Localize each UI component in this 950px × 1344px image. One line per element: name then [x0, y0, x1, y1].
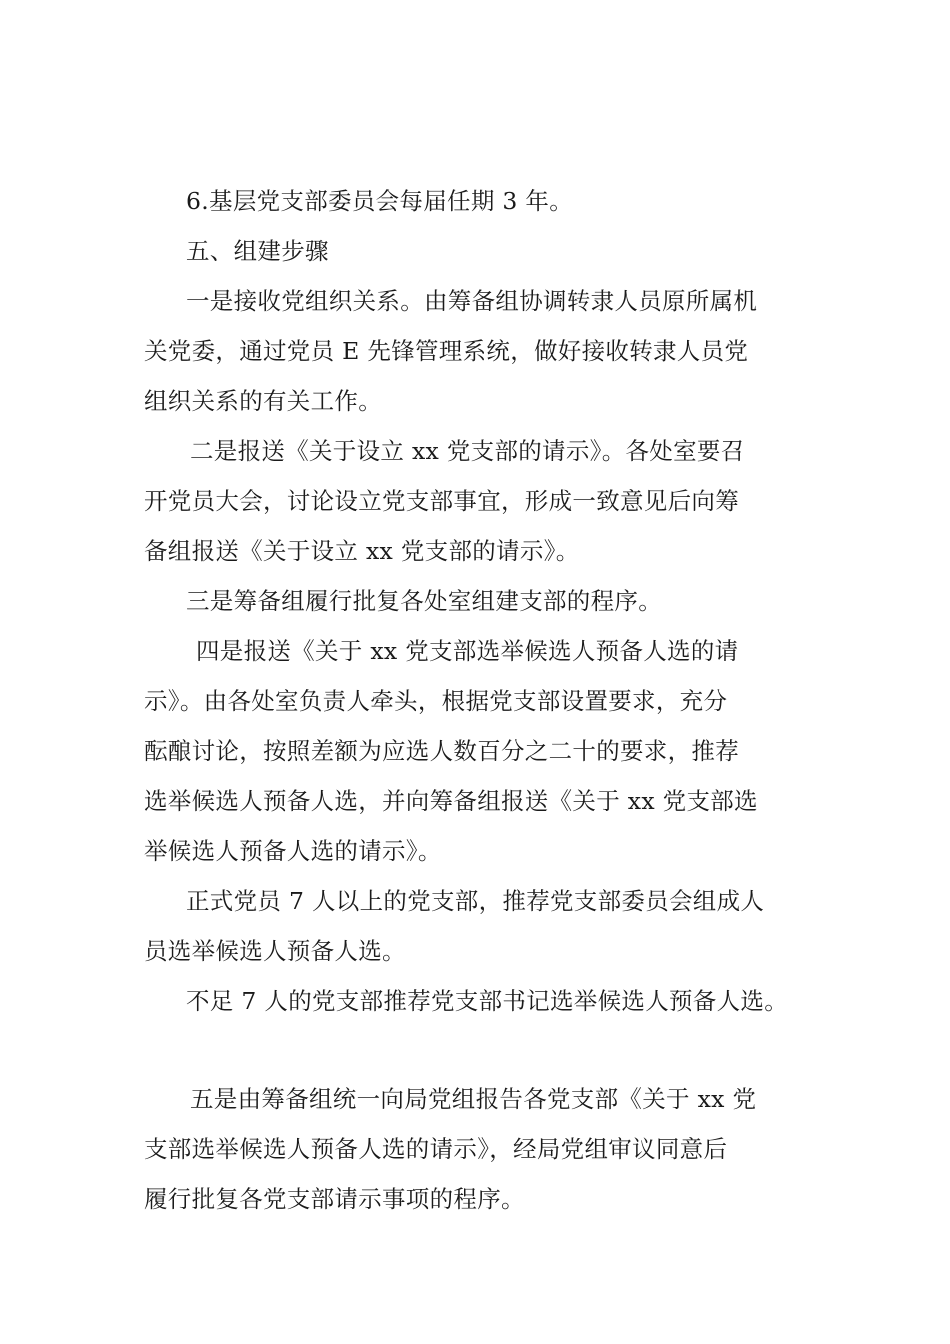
- step-one-line-2: 关党委，通过党员 E 先锋管理系统，做好接收转隶人员党: [144, 337, 749, 365]
- full-members-line-2: 员选举候选人预备人选。: [144, 937, 406, 965]
- step-two-line-1: 二是报送《关于设立 xx 党支部的请示》。各处室要召: [190, 437, 745, 465]
- step-four-line-4: 选举候选人预备人选，并向筹备组报送《关于 xx 党支部选: [144, 787, 758, 815]
- section-heading-steps: 五、组建步骤: [186, 237, 329, 265]
- step-four-line-1: 四是报送《关于 xx 党支部选举候选人预备人选的请: [196, 637, 739, 665]
- step-two-line-2: 开党员大会，讨论设立党支部事宜，形成一致意见后向筹: [144, 487, 739, 515]
- step-five-line-2: 支部选举候选人预备人选的请示》，经局党组审议同意后: [144, 1135, 728, 1163]
- step-three-line: 三是筹备组履行批复各处室组建支部的程序。: [186, 587, 662, 615]
- step-four-line-2: 示》。由各处室负责人牵头，根据党支部设置要求，充分: [144, 687, 728, 715]
- step-two-line-3: 备组报送《关于设立 xx 党支部的请示》。: [144, 537, 580, 565]
- step-one-line-1: 一是接收党组织关系。由筹备组协调转隶人员原所属机: [186, 287, 758, 315]
- step-four-line-5: 举候选人预备人选的请示》。: [144, 837, 442, 865]
- step-one-line-3: 组织关系的有关工作。: [144, 387, 382, 415]
- fewer-members-line: 不足 7 人的党支部推荐党支部书记选举候选人预备人选。: [186, 987, 788, 1015]
- step-four-line-3: 酝酿讨论，按照差额为应选人数百分之二十的要求，推荐: [144, 737, 739, 765]
- full-members-line-1: 正式党员 7 人以上的党支部，推荐党支部委员会组成人: [186, 887, 765, 915]
- step-five-line-1: 五是由筹备组统一向局党组报告各党支部《关于 xx 党: [190, 1085, 757, 1113]
- item-six-term-line: 6.基层党支部委员会每届任期 3 年。: [186, 187, 574, 215]
- step-five-line-3: 履行批复各党支部请示事项的程序。: [144, 1185, 525, 1213]
